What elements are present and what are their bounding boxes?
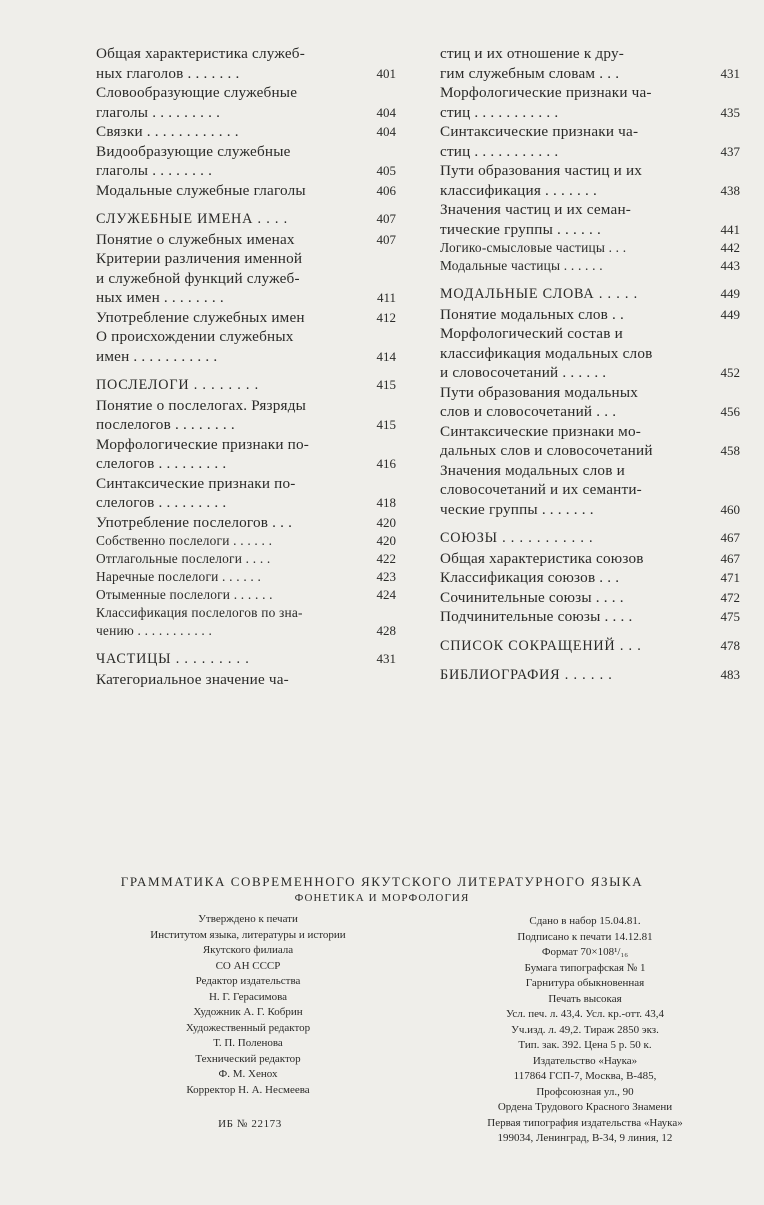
toc-page-number: 452 — [720, 365, 740, 380]
imprint-line: Печать высокая — [548, 992, 622, 1005]
toc-entry-text: послелогов . . . . . . . . — [96, 416, 235, 433]
imprint-line: Якутского филиала — [202, 944, 294, 956]
toc-entry-line — [440, 122, 740, 142]
toc-entry-line — [96, 44, 396, 64]
toc-entry-text: имен . . . . . . . . . . . — [96, 347, 218, 365]
imprint-line: Ордена Трудового Красного Знамени — [497, 1101, 673, 1113]
toc-entry-line — [440, 142, 740, 162]
toc-entry-text: классификация модальных слов — [440, 344, 653, 362]
toc-entry-line — [96, 122, 396, 142]
toc-entry-line — [440, 284, 740, 305]
toc-page-number: 458 — [720, 443, 740, 458]
toc-entry — [96, 670, 396, 690]
toc-entry — [96, 230, 396, 250]
imprint-line: Тип. зак. 392. Цена 5 р. 50 к. — [518, 1039, 652, 1051]
toc-entry — [96, 649, 396, 670]
toc-entry — [440, 284, 740, 305]
toc-entry — [440, 528, 740, 549]
toc-entry — [96, 474, 396, 513]
toc-page-number: 401 — [376, 65, 396, 81]
imprint-line: Институтом языка, литературы и истории — [150, 928, 346, 941]
toc-entry — [96, 142, 396, 181]
toc-page-number: 467 — [720, 530, 740, 545]
toc-page-number: 443 — [720, 258, 740, 273]
imprint-line: Усл. печ. л. 43,4. Усл. кр.-отт. 43,4 — [505, 1008, 665, 1020]
toc-entry-line — [440, 239, 740, 257]
toc-page-number: 460 — [720, 501, 740, 517]
toc-page-number: 441 — [720, 221, 740, 237]
toc-page-number: 404 — [376, 104, 396, 120]
toc-entry — [96, 209, 396, 230]
toc-entry-text: ных глаголов . . . . . . . — [96, 64, 240, 82]
toc-entry-line — [440, 200, 740, 220]
toc-page-number: 478 — [720, 637, 740, 653]
toc-page-number: 405 — [376, 163, 396, 178]
toc-entry-line — [440, 103, 740, 123]
imprint-line: Формат 70×108¹/₁₆ — [541, 946, 629, 958]
imprint-line: Корректор Н. А. Несмеева — [186, 1083, 310, 1096]
toc-page-number: 406 — [376, 182, 396, 198]
toc-entry — [440, 607, 740, 627]
toc-entry-text: дальных слов и словосочетаний — [440, 442, 653, 459]
toc-entry-line — [96, 181, 396, 201]
imprint-line: Ф. М. Хенох — [218, 1068, 278, 1080]
toc-entry-text: Отглагольные послелоги . . . . — [96, 551, 271, 566]
toc-entry-text: и служебной функций служеб- — [96, 269, 300, 287]
imprint-line: Утверждено к печати — [198, 913, 298, 925]
toc-page-number: 407 — [376, 231, 396, 247]
toc-entry-text: тические группы . . . . . . — [440, 220, 601, 238]
toc-entry-line — [96, 209, 396, 230]
toc-entry-text: ПОСЛЕЛОГИ . . . . . . . . — [96, 377, 259, 393]
imprint-line: Т. П. Поленова — [213, 1037, 283, 1049]
toc-entry — [96, 568, 396, 586]
toc-entry-line — [96, 308, 396, 328]
toc-entry-text: Понятие о послелогах. Рязряды — [96, 396, 307, 414]
toc-page-number: 415 — [376, 417, 396, 432]
toc-entry-line — [440, 257, 740, 275]
toc-entry-line — [96, 396, 396, 416]
toc-entry-text: Пути образования модальных — [440, 383, 639, 401]
toc-entry-line — [440, 161, 740, 181]
toc-entry — [440, 122, 740, 161]
toc-entry — [440, 239, 740, 257]
toc-page-number: 471 — [720, 570, 740, 585]
toc-page-number: 404 — [376, 124, 396, 139]
toc-entry-line — [440, 44, 740, 64]
toc-entry — [440, 200, 740, 239]
toc-entry-text: Критерии различения именной — [96, 250, 303, 267]
toc-entry-text: гим служебным словам . . . — [440, 64, 620, 82]
toc-page-number: 475 — [720, 609, 740, 624]
toc-entry-line — [440, 568, 740, 588]
toc-entry-line — [440, 83, 740, 103]
toc-entry-line — [96, 586, 396, 604]
toc-entry — [96, 435, 396, 474]
toc-entry-text: Пути образования частиц и их — [440, 162, 643, 179]
toc-entry-line — [96, 327, 396, 347]
toc-page-number: 407 — [376, 211, 396, 226]
imprint-line: Технический редактор — [195, 1052, 301, 1065]
toc-entry-text: СОЮЗЫ . . . . . . . . . . . — [440, 530, 594, 546]
toc-entry-line — [96, 670, 396, 690]
toc-entry — [440, 588, 740, 608]
toc-entry — [440, 549, 740, 569]
toc-entry-line — [96, 103, 396, 123]
toc-entry-text: глаголы . . . . . . . . — [96, 162, 213, 179]
toc-entry-line — [440, 588, 740, 608]
imprint-left-block — [88, 912, 408, 1098]
toc-entry-text: Подчинительные союзы . . . . — [440, 608, 633, 625]
toc-entry-text: слелогов . . . . . . . . . — [96, 494, 227, 511]
toc-entry-text: Употребление служебных имен — [96, 308, 305, 326]
toc-entry-line — [440, 607, 740, 627]
toc-entry — [96, 375, 396, 396]
toc-entry-line — [440, 549, 740, 569]
toc-entry-line — [440, 324, 740, 344]
toc-entry-text: Морфологические признаки по- — [96, 435, 310, 453]
toc-entry-text: Модальные частицы . . . . . . — [440, 258, 603, 273]
toc-entry — [440, 44, 740, 83]
toc-entry — [440, 305, 740, 325]
toc-entry-text: слелогов . . . . . . . . . — [96, 455, 227, 472]
toc-entry-text: СПИСОК СОКРАЩЕНИЙ . . . — [440, 637, 642, 654]
toc-entry-text: Морфологический состав и — [440, 325, 623, 342]
imprint-line: Первая типография издательства «Наука» — [487, 1116, 683, 1129]
toc-page-number: 467 — [720, 550, 740, 566]
toc-page-number: 420 — [376, 514, 396, 530]
toc-right-column — [440, 44, 740, 686]
toc-page-number: 431 — [376, 651, 396, 666]
toc-entry-text: и словосочетаний . . . . . . — [440, 364, 607, 381]
toc-entry — [440, 461, 740, 520]
toc-entry-line — [96, 649, 396, 670]
toc-entry-text: О происхождении служебных — [96, 328, 294, 345]
toc-entry-text: Синтаксические признаки по- — [96, 474, 296, 492]
toc-entry-text: Наречные послелоги . . . . . . — [96, 569, 262, 584]
toc-entry — [96, 604, 396, 640]
toc-entry-text: Понятие о служебных именах — [96, 230, 295, 248]
toc-entry-text: Синтаксические признаки ча- — [440, 123, 639, 140]
imprint-line: 117864 ГСП-7, Москва, В-485, — [513, 1070, 657, 1082]
toc-entry-line — [440, 383, 740, 403]
toc-entry-text: словосочетаний и их семанти- — [440, 481, 642, 498]
imprint-title: ГРАММАТИКА СОВРЕМЕННОГО ЯКУТСКОГО ЛИТЕРАТУРНОГО ЯЗЫКА — [120, 874, 644, 889]
toc-entry-text: ЧАСТИЦЫ . . . . . . . . . — [96, 651, 250, 667]
toc-entry-line — [440, 64, 740, 84]
toc-entry — [96, 532, 396, 550]
toc-page-number: 435 — [720, 104, 740, 120]
toc-entry-text: Собственно послелоги . . . . . . — [96, 533, 273, 548]
toc-entry-line — [96, 513, 396, 533]
toc-entry-text: МОДАЛЬНЫЕ СЛОВА . . . . . — [440, 286, 638, 302]
toc-entry-line — [440, 422, 740, 442]
imprint-right-block — [440, 914, 730, 1147]
toc-entry-line — [440, 665, 740, 686]
toc-entry-text: глаголы . . . . . . . . . — [96, 103, 221, 121]
toc-entry — [96, 550, 396, 568]
toc-entry-text: Видообразующие служебные — [96, 142, 291, 160]
toc-entry-text: Отыменные послелоги . . . . . . — [96, 587, 273, 602]
toc-entry-text: Значения модальных слов и — [440, 461, 625, 479]
toc-entry-line — [96, 161, 396, 181]
toc-page-number: 423 — [376, 569, 396, 584]
toc-entry-text: СЛУЖЕБНЫЕ ИМЕНА . . . . — [96, 211, 288, 227]
toc-entry-text: Словообразующие служебные — [96, 84, 298, 101]
toc-page-number: 431 — [720, 65, 740, 81]
imprint-line: Бумага типографская № 1 — [524, 961, 646, 974]
toc-entry-line — [440, 480, 740, 500]
toc-entry-line — [96, 568, 396, 586]
imprint-line: Сдано в набор 15.04.81. — [529, 915, 641, 927]
toc-page-number: 483 — [720, 667, 740, 682]
toc-entry-line — [96, 288, 396, 308]
toc-page-number: 424 — [376, 587, 396, 602]
toc-entry-line — [96, 347, 396, 367]
imprint-line: Редактор издательства — [195, 975, 301, 987]
toc-entry-text: Классификация послелогов по зна- — [96, 605, 303, 620]
toc-entry — [440, 665, 740, 686]
imprint-line: Художественный редактор — [185, 1021, 311, 1034]
toc-entry-line — [440, 441, 740, 461]
toc-page-number: 428 — [376, 623, 396, 638]
imprint-line: Гарнитура обыкновенная — [525, 977, 645, 989]
toc-entry-line — [440, 220, 740, 240]
toc-entry-line — [440, 363, 740, 383]
toc-entry — [96, 513, 396, 533]
toc-entry-text: Сочинительные союзы . . . . — [440, 588, 624, 606]
toc-entry-line — [440, 402, 740, 422]
toc-entry — [440, 568, 740, 588]
toc-entry-text: ных имен . . . . . . . . — [96, 289, 224, 306]
toc-entry-line — [96, 474, 396, 494]
toc-entry — [440, 383, 740, 422]
toc-page-number: 438 — [720, 182, 740, 198]
toc-entry-text: классификация . . . . . . . — [440, 181, 597, 199]
ib-number: ИБ № 22173 — [218, 1118, 282, 1130]
imprint-line: Н. Г. Герасимова — [208, 990, 287, 1003]
toc-entry — [440, 324, 740, 383]
toc-entry-line — [440, 500, 740, 520]
toc-entry-text: стиц . . . . . . . . . . . — [440, 103, 559, 121]
imprint-line: СО АН СССР — [215, 959, 281, 972]
toc-entry-line — [440, 461, 740, 481]
toc-page-number: 415 — [376, 377, 396, 392]
imprint-line: Профсоюзная ул., 90 — [536, 1085, 634, 1098]
toc-entry-text: Понятие модальных слов . . — [440, 305, 625, 323]
toc-entry-line — [96, 230, 396, 250]
toc-entry-line — [440, 344, 740, 364]
toc-page-number: 422 — [376, 551, 396, 566]
toc-entry-line — [96, 249, 396, 269]
toc-entry-text: стиц и их отношение к дру- — [440, 45, 625, 62]
toc-entry-line — [96, 375, 396, 396]
toc-page-number: 456 — [720, 404, 740, 419]
toc-entry-text: Употребление послелогов . . . — [96, 513, 293, 531]
toc-page-number: 411 — [376, 290, 396, 305]
toc-entry-text: Синтаксические признаки мо- — [440, 422, 642, 440]
toc-entry — [96, 44, 396, 83]
toc-page-number: 412 — [376, 309, 396, 325]
toc-page-number: 442 — [720, 240, 740, 255]
toc-entry-line — [96, 604, 396, 622]
toc-entry-text: Категориальное значение ча- — [96, 670, 289, 688]
imprint-subtitle: ФОНЕТИКА И МОРФОЛОГИЯ — [294, 892, 470, 904]
toc-entry-line — [96, 435, 396, 455]
toc-entry-text: Логико-смысловые частицы . . . — [440, 240, 627, 255]
toc-page-number: 420 — [376, 533, 396, 548]
toc-entry-line — [96, 622, 396, 640]
imprint-line: 199034, Ленинград, В-34, 9 линия, 12 — [497, 1132, 673, 1144]
toc-entry — [96, 249, 396, 308]
toc-entry — [96, 83, 396, 122]
toc-entry-text: БИБЛИОГРАФИЯ . . . . . . — [440, 667, 613, 683]
toc-page-number: 418 — [376, 495, 396, 510]
toc-entry-text: Морфологические признаки ча- — [440, 84, 652, 101]
toc-entry-text: Классификация союзов . . . — [440, 569, 620, 586]
toc-entry-line — [96, 493, 396, 513]
toc-entry-text: Модальные служебные глаголы — [96, 181, 306, 199]
toc-entry-line — [96, 415, 396, 435]
toc-entry — [440, 161, 740, 200]
toc-entry-text: ческие группы . . . . . . . — [440, 500, 594, 518]
toc-entry-text: Общая характеристика союзов — [440, 549, 644, 567]
toc-entry-line — [96, 550, 396, 568]
toc-entry — [96, 308, 396, 328]
toc-entry-text: слов и словосочетаний . . . — [440, 403, 617, 420]
imprint-line: Подписано к печати 14.12.81 — [517, 930, 653, 943]
toc-entry — [96, 181, 396, 201]
toc-left-column — [96, 44, 396, 689]
toc-entry-line — [96, 64, 396, 84]
toc-page-number: 414 — [376, 348, 396, 364]
toc-entry — [96, 586, 396, 604]
toc-entry-text: чению . . . . . . . . . . . — [96, 623, 213, 638]
imprint-line: Художник А. Г. Кобрин — [193, 1006, 303, 1018]
toc-entry-text: Общая характеристика служеб- — [96, 45, 305, 62]
toc-entry — [96, 122, 396, 142]
toc-entry — [96, 327, 396, 366]
toc-entry — [96, 396, 396, 435]
toc-entry — [440, 422, 740, 461]
toc-entry — [440, 257, 740, 275]
toc-entry-line — [440, 181, 740, 201]
toc-entry — [440, 636, 740, 657]
toc-entry-line — [96, 454, 396, 474]
toc-entry-line — [96, 532, 396, 550]
toc-entry — [440, 83, 740, 122]
toc-entry-line — [440, 636, 740, 657]
toc-entry-line — [96, 83, 396, 103]
imprint-line: Уч.изд. л. 49,2. Тираж 2850 экз. — [511, 1023, 659, 1036]
toc-entry-line — [96, 142, 396, 162]
toc-page-number: 472 — [720, 589, 740, 605]
toc-entry-text: Связки . . . . . . . . . . . . — [96, 123, 239, 140]
toc-entry-text: Значения частиц и их семан- — [440, 201, 632, 218]
toc-entry-line — [440, 528, 740, 549]
toc-page-number: 449 — [720, 306, 740, 322]
toc-entry-line — [440, 305, 740, 325]
imprint-line: Издательство «Наука» — [532, 1054, 638, 1067]
toc-entry-line — [96, 269, 396, 289]
toc-page-number: 416 — [376, 456, 396, 471]
toc-page-number: 437 — [720, 143, 740, 159]
toc-page-number: 449 — [720, 286, 740, 301]
toc-entry-text: стиц . . . . . . . . . . . — [440, 142, 559, 160]
